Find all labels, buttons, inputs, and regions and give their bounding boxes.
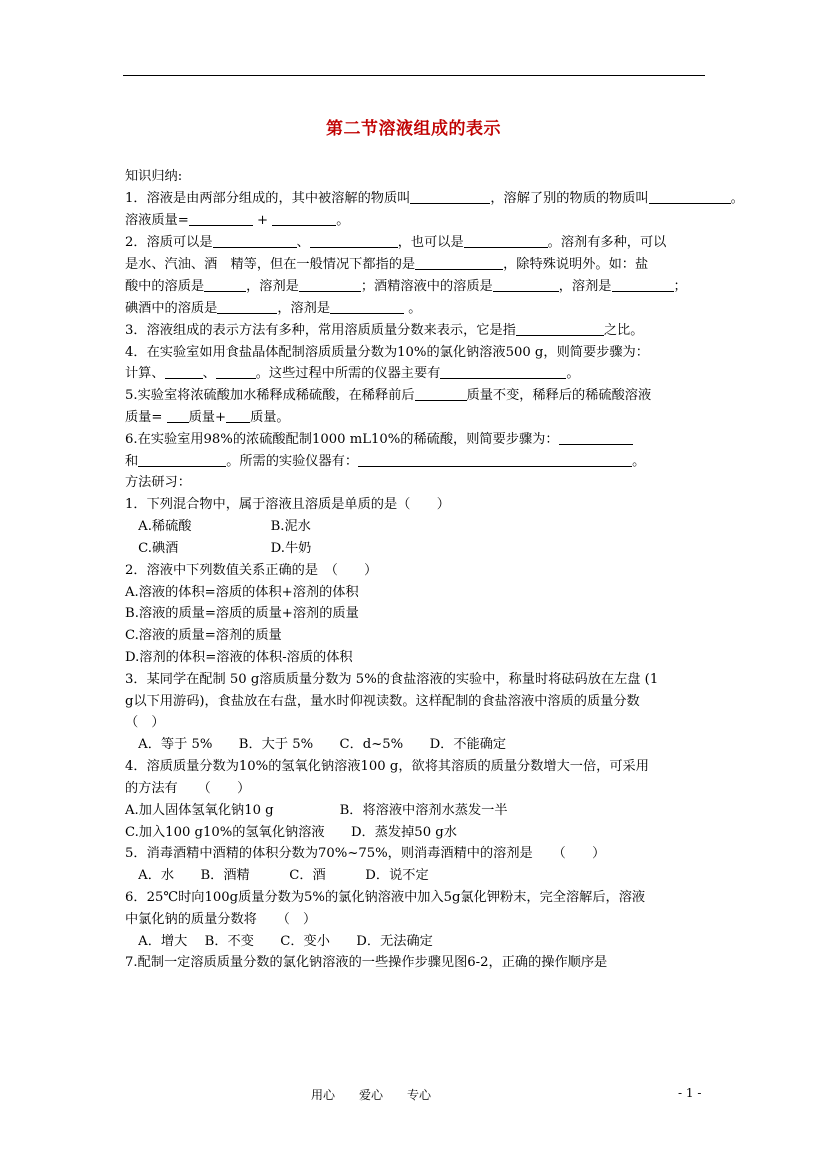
answer-blank [559,430,633,445]
text-run: C.碘酒 D.牛奶 [125,541,312,556]
text-run: ，溶解了别的物质的物质叫 [490,191,649,206]
text-run: ；酒精溶液中的溶质是 [360,279,493,294]
text-run: 溶液质量= [125,213,189,228]
text-line [125,583,359,603]
text-run: 知识归纳: [125,169,183,184]
answer-blank [415,255,503,270]
answer-blank [299,277,361,292]
text-run: 方法研习： [125,475,191,490]
text-line [125,495,450,515]
answer-blank [649,189,731,204]
text-line [125,932,433,952]
text-run: ，溶剂是 [558,279,612,294]
text-line [125,953,607,973]
text-line [125,604,359,624]
text-line [125,364,580,384]
text-line [125,561,377,581]
page-number: - 1 - [678,1086,702,1100]
text-line [125,233,666,253]
text-line [125,343,649,363]
answer-blank [440,364,566,379]
text-run: A．水 B．酒精 C．酒 D．说不定 [125,868,429,883]
text-run: 4．溶质质量分数为10%的氢氧化钠溶液100 g，欲将其溶质的质量分数增大一倍，可采用 [125,759,649,774]
answer-blank [204,277,246,292]
text-run: 之比。 [603,323,644,338]
text-run: 3．溶液组成的表示方法有多种，常用溶质质量分数来表示，它是指 [125,323,516,338]
header-rule [123,75,705,76]
text-run: ； [673,279,687,294]
text-line [125,473,191,493]
text-run: C.加入100 g10%的氢氧化钠溶液 D．蒸发掉50 g水 [125,825,457,840]
answer-blank [415,386,467,401]
text-run: 的方法有 （ ） [125,781,251,796]
text-line [125,299,421,319]
answer-blank [216,364,256,379]
answer-blank [189,211,253,226]
text-line [125,386,651,406]
text-run: 。这些过程中所需的仪器主要有 [255,366,441,381]
text-line [125,189,744,209]
text-line [125,910,316,930]
text-line [125,888,645,908]
text-run: 。 [336,213,350,228]
text-run: 3．某同学在配制 50 g溶质质量分数为 5%的食盐溶液的实验中，称量时将砝码放在左盘 (1 [125,672,659,687]
text-run: A．增大 B．不变 C．变小 D．无法确定 [125,934,433,949]
answer-blank [226,408,250,423]
text-run: + [252,213,273,228]
answer-blank [138,452,226,467]
text-line [125,517,311,537]
text-line [125,670,658,690]
text-line [125,735,506,755]
answer-blank [310,233,398,248]
text-run: 1．下列混合物中，属于溶液且溶质是单质的是（ ） [125,497,450,512]
text-run: 中氯化钠的质量分数将 （ ） [125,912,317,927]
text-run: 质量+ [188,410,227,425]
text-run: A.稀硫酸 B.泥水 [125,519,311,534]
text-run: 1．溶液是由两部分组成的，其中被溶解的物质叫 [125,191,411,206]
text-line [125,452,645,472]
page-title: 第二节溶液组成的表示 [326,119,501,139]
text-line [125,844,605,864]
text-run: 。溶剂有多种，可以 [547,235,667,250]
text-line [125,277,687,297]
text-run: 6.在实验室用98%的浓硫酸配制1000 mL10%的稀硫酸，则简要步骤为： [125,432,559,447]
text-run: 质量不变，稀释后的稀硫酸溶液 [466,388,652,403]
text-line [125,779,250,799]
text-run: 5．消毒酒精中酒精的体积分数为70%~75%，则消毒酒精中的溶剂是 （ ） [125,846,606,861]
text-line [125,757,649,777]
answer-blank [213,233,297,248]
text-run: 计算、 [125,366,165,381]
text-run: 6．25℃时向100g质量分数为5%的氯化钠溶液中加入5g氯化钾粉末，完全溶解后，溶液 [125,890,646,905]
text-run: 。 [730,191,744,206]
text-run: D.溶剂的体积=溶液的体积-溶质的体积 [125,650,353,665]
text-run: 碘酒中的溶质是 [125,301,218,316]
text-run: 2．溶液中下列数值关系正确的是 （ ） [125,563,378,578]
text-run: 酸中的溶质是 [125,279,205,294]
answer-blank [358,452,632,467]
answer-blank [493,277,559,292]
text-run: 4．在实验室如用食盐晶体配制溶质质量分数为10%的氯化钠溶液500 g，则简要步骤为： [125,345,649,360]
text-run: 质量。 [250,410,290,425]
text-run: B.溶液的质量=溶质的质量+溶剂的质量 [125,606,359,621]
text-line [125,692,640,712]
answer-blank [167,408,189,423]
answer-blank [516,321,604,336]
text-run: 2．溶质可以是 [125,235,213,250]
text-run: C.溶液的质量=溶剂的质量 [125,628,282,643]
text-line [125,255,648,275]
text-line [125,167,182,187]
text-run: A.溶液的体积=溶质的体积+溶剂的体积 [125,585,359,600]
answer-blank [165,364,203,379]
text-run: （ ） [125,715,165,730]
footer-motto: 用心 爱心 专心 [311,1088,432,1102]
answer-blank [612,277,674,292]
text-run: ，溶剂是 [246,279,299,294]
text-run: 。 [404,301,422,316]
text-line [125,648,353,668]
answer-blank [464,233,548,248]
text-run: 是水、汽油、酒 精等，但在一般情况下都指的是 [125,257,416,272]
text-run: 、 [202,366,216,381]
text-run: 。 [566,366,580,381]
text-run: 、 [296,235,310,250]
text-run: ，溶剂是 [277,301,331,316]
text-run: A．等于 5% B．大于 5% C．d~5% D．不能确定 [125,737,507,752]
text-line [125,801,508,821]
answer-blank [330,299,404,314]
text-run: 。所需的实验仪器有： [226,454,359,469]
text-line [125,408,290,428]
text-run: ，也可以是 [397,235,464,250]
text-line [125,866,429,886]
text-run: g以下用游码)，食盐放在右盘，量水时仰视读数。这样配制的食盐溶液中溶质的质量分数 [125,694,640,709]
text-line [125,539,311,559]
answer-blank [217,299,277,314]
text-run: 质量= [125,410,167,425]
text-line [125,626,282,646]
text-run: 5.实验室将浓硫酸加水稀释成稀硫酸，在稀释前后 [125,388,415,403]
text-run: 。 [632,454,646,469]
text-run: A.加人固体氢氧化钠10 g B．将溶液中溶剂水蒸发一半 [125,803,508,818]
text-line [125,823,457,843]
text-line [125,321,643,341]
text-line [125,211,349,231]
text-run: 和 [125,454,139,469]
answer-blank [272,211,336,226]
answer-blank [410,189,490,204]
text-run: 7.配制一定溶质质量分数的氯化钠溶液的一些操作步骤见图6-2，正确的操作顺序是 [125,955,608,970]
text-run: ，除特殊说明外。如：盐 [503,257,649,272]
text-line [125,713,165,733]
text-line [125,430,633,450]
